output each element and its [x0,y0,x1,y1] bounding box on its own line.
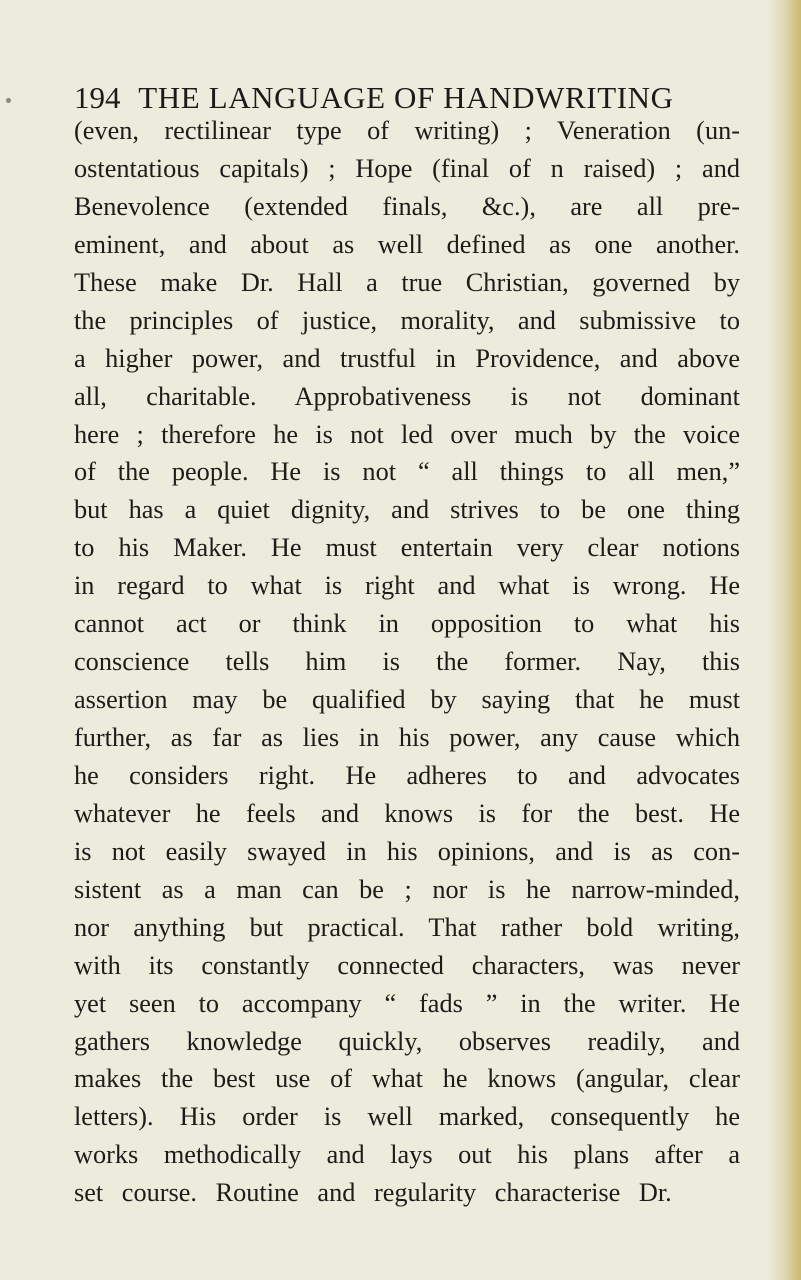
text-line: sistent as a man can be ; nor is he narrow-minded, [74,874,740,904]
text-line: whatever he feels and knows is for the best. He [74,798,740,828]
text-line: Benevolence (extended finals, &c.), are all pre- [74,191,740,221]
text-line: with its constantly connected characters, was never [74,950,740,980]
running-title: THE LANGUAGE OF HANDWRITING [138,80,674,115]
text-line: all, charitable. Approbativeness is not dominant [74,381,740,411]
page-edge-shadow [767,0,801,1280]
text-line: assertion may be qualified by saying that he must [74,685,740,715]
text-line: cannot act or think in opposition to what his [74,609,740,639]
text-line: conscience tells him is the former. Nay, this [74,647,740,677]
text-line: yet seen to accompany “ fads ” in the writer. He [74,988,740,1018]
text-line: nor anything but practical. That rather bold writing, [74,912,740,942]
text-line: gathers knowledge quickly, observes readily, and [74,1026,740,1056]
text-line: in regard to what is right and what is wrong. He [74,571,740,601]
text-line: These make Dr. Hall a true Christian, governed by [74,267,740,297]
text-line: letters). His order is well marked, consequently he [74,1102,740,1132]
text-line: of the people. He is not “ all things to all men,” [74,457,740,487]
text-line: set course. Routine and regularity characterise Dr. [74,1178,672,1208]
text-line: a higher power, and trustful in Providence, and above [74,343,740,373]
margin-mark [6,98,11,103]
text-line: the principles of justice, morality, and submissive to [74,305,740,335]
text-line: but has a quiet dignity, and strives to be one thing [74,495,740,525]
text-line: he considers right. He adheres to and advocates [74,760,740,790]
body-text [74,112,740,1212]
text-line: works methodically and lays out his plans after a [74,1140,740,1170]
page-number: 194 [74,80,121,115]
text-line: further, as far as lies in his power, any cause which [74,723,740,752]
text-line: (even, rectilinear type of writing) ; Veneration (un- [74,116,740,145]
text-line: eminent, and about as well defined as one another. [74,229,740,259]
text-line: to his Maker. He must entertain very clear notions [74,533,740,563]
text-line: is not easily swayed in his opinions, and is as con- [74,836,740,866]
text-line: here ; therefore he is not led over much by the voice [74,419,740,449]
text-line: ostentatious capitals) ; Hope (final of n raised) ; and [74,153,740,183]
text-line: makes the best use of what he knows (angular, clear [74,1064,740,1094]
